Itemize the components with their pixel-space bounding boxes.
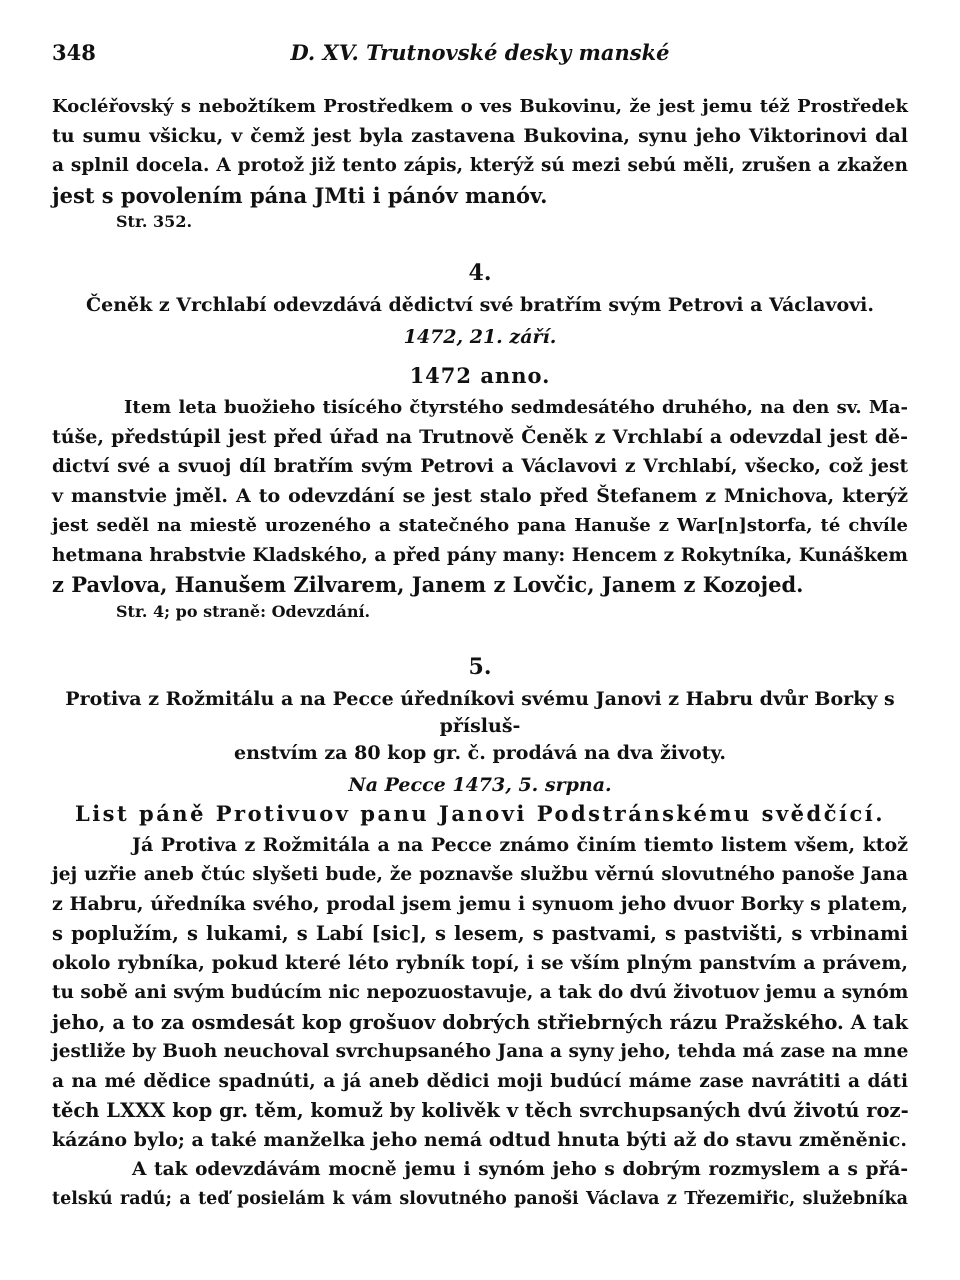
section-5-regest-line: Protiva z Rožmitálu a na Pecce úředníkovi svému Janovi z Habru dvůr Borky s přísluš- — [65, 687, 895, 737]
text-line: túše, předstúpil jest před úřad na Trutnově Čeněk z Vrchlabí a odevzdal jest dě- — [52, 425, 908, 448]
text-line: hetmana hrabstvie Kladského, a před pány many: Hencem z Rokytníka, Kunáškem — [52, 544, 908, 566]
text-line: a splnil docela. A protož již tento zápis, kterýž sú mezi sebú měli, zrušen a zkažen — [52, 155, 908, 176]
text-line: okolo rybníka, pokud které léto rybník topí, i se vším plným panstvím a právem, — [52, 951, 908, 974]
page-body — [52, 92, 908, 1214]
section-5-paragraph-2 — [52, 1155, 908, 1214]
text-line: jest s povolením pána JMti i pánóv manóv. — [52, 182, 548, 208]
section-4-text — [52, 393, 908, 600]
text-line: jej uzřie aneb čtúc slyšeti bude, že poznavše službu věrnú slovutného panoše Jana — [52, 864, 908, 885]
page-header — [52, 40, 908, 74]
section-5-heading: List páně Protivuov panu Janovi Podstránskému svědčící. — [74, 800, 886, 826]
top-paragraph — [52, 92, 908, 210]
section-4-date: 1472, 21. září. — [403, 326, 557, 348]
text-line: s poplužím, s lukami, s Labí [sic], s lesem, s pastvami, s pastvišti, s vrbinami — [52, 922, 908, 945]
text-line: tu sobě ani svým budúcím nic nepozuostavuje, a tak do dvú životuov jemu a synóm — [52, 982, 909, 1003]
section-5-regest-line: enstvím za 80 kop gr. č. prodává na dva životy. — [234, 741, 726, 764]
section-5-date: Na Pecce 1473, 5. srpna. — [348, 773, 612, 796]
section-number-4: 4. — [468, 260, 492, 286]
text-line: z Habru, úředníka svého, prodal jsem jemu i synuom jeho dvuor Borky s platem, — [52, 892, 908, 915]
text-line: jest seděl na miestě urozeného a statečného pana Hanuše z War[n]storfa, té chvíle — [52, 515, 908, 536]
text-line: jeho, a to za osmdesát kop grošuov dobrých střiebrných rázu Pražského. A tak — [52, 1010, 908, 1034]
text-line: Item leta buožieho tisícého čtyrstého sedmdesátého druhého, na den sv. Ma- — [124, 397, 908, 418]
section-4-year-line: 1472 anno. — [409, 363, 551, 388]
text-line: a na mé dědice spadnúti, a já aneb dědici moji budúcí máme zase navrátiti a dáti — [52, 1070, 908, 1092]
text-line: Já Protiva z Rožmitála a na Pecce známo činím tiemto listem všem, ktož — [132, 833, 908, 856]
text-line: Kocléřovský s nebožtíkem Prostředkem o ves Bukovinu, že jest jemu též Prostředek — [52, 96, 908, 117]
section-5-paragraph-1 — [52, 831, 908, 1156]
text-line: dictví své a svuoj díl bratřím svým Petrovi a Václavovi z Vrchlabí, všecko, což jest — [52, 456, 908, 477]
source-note: Str. 352. — [116, 212, 193, 231]
running-title: D. XV. Trutnovské desky manské — [290, 40, 670, 65]
section-4-note: Str. 4; po straně: Odevzdání. — [116, 601, 371, 621]
text-line: v manstvie jměl. A to odevzdání se jest stalo před Štefanem z Mnichova, kterýž — [52, 484, 908, 507]
text-line: A tak odevzdávám mocně jemu i synóm jeho s dobrým rozmyslem a s přá- — [132, 1159, 908, 1180]
text-line: těch LXXX kop gr. těm, komuž by kolivěk v těch svrchupsaných dvú životú roz- — [52, 1099, 909, 1122]
section-number-5: 5. — [468, 653, 492, 680]
text-line: kázáno bylo; a také manželka jeho nemá odtud hnuta býti až do stavu změněnic. — [52, 1128, 907, 1151]
text-line: z Pavlova, Hanušem Zilvarem, Janem z Lovčic, Janem z Kozojed. — [52, 572, 804, 597]
text-line: telskú radú; a teď posielám k vám slovutného panoši Václava z Třezemiřic, služebníka — [52, 1188, 908, 1209]
page-number: 348 — [52, 40, 96, 65]
section-4-regest: Čeněk z Vrchlabí odevzdává dědictví své bratřím svým Petrovi a Václavovi. — [86, 294, 874, 316]
text-line: jestliže by Buoh neuchoval svrchupsaného Jana a syny jeho, tehda má zase na mne — [52, 1041, 909, 1062]
text-line: tu sumu všicku, v čemž jest byla zastavena Bukovina, synu jeho Viktorinovi dal — [52, 124, 908, 147]
